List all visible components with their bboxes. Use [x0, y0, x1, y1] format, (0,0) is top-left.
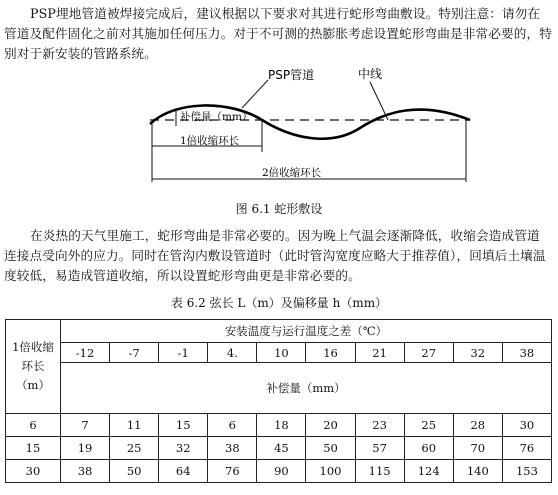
- offset-value-cell: 76: [208, 460, 257, 483]
- snake-laying-diagram: [0, 64, 558, 194]
- sub-header: 补偿量（mm）: [61, 363, 552, 414]
- offset-label: 补偿量（mm）: [180, 111, 253, 123]
- offset-value-cell: 38: [61, 460, 110, 483]
- offset-value-cell: 30: [502, 414, 551, 437]
- offset-value-cell: 57: [355, 437, 404, 460]
- offset-value-cell: 32: [159, 437, 208, 460]
- offset-value-cell: 50: [306, 437, 355, 460]
- offset-value-cell: 7: [61, 414, 110, 437]
- table-row: [6, 437, 552, 460]
- temperature-cell: 4.: [208, 343, 257, 363]
- pipe-leader: [242, 80, 268, 108]
- pipe-label: PSP管道: [268, 68, 315, 82]
- offset-value-cell: 28: [453, 414, 502, 437]
- temperature-row: [6, 343, 552, 363]
- temperature-cell: -12: [61, 343, 110, 363]
- temperature-cell: 32: [453, 343, 502, 363]
- group-header: 安装温度与运行温度之差（℃）: [61, 320, 552, 343]
- temperature-cell: 38: [502, 343, 551, 363]
- offset-value-cell: 70: [453, 437, 502, 460]
- table-row: [6, 460, 552, 483]
- table-row: [6, 414, 552, 437]
- offset-value-cell: 115: [355, 460, 404, 483]
- intro-paragraph: PSP埋地管道被焊接完成后，建议根据以下要求对其进行蛇形弯曲敷设。特别注意：请勿在管道及配件固化之前对其施加任何压力。对于不可测的热膨胀考虑设置蛇形弯曲是非常必要的，特别对于新安装的管路系统。: [4, 6, 552, 61]
- row-header: 1倍收缩环长（m）: [6, 320, 61, 414]
- offset-value-cell: 23: [355, 414, 404, 437]
- length-cell: 15: [6, 437, 61, 460]
- offset-value-cell: 6: [208, 414, 257, 437]
- offset-value-cell: 25: [110, 437, 159, 460]
- one-pitch-label: 1倍收缩环长: [180, 135, 240, 147]
- offset-value-cell: 11: [110, 414, 159, 437]
- offset-value-cell: 20: [306, 414, 355, 437]
- offset-value-cell: 76: [502, 437, 551, 460]
- figure-caption: 图 6.1 蛇形敷设: [235, 202, 323, 216]
- second-paragraph: 在炎热的天气里施工，蛇形弯曲是非常必要的。因为晚上气温会逐渐降低，收缩会造成管道连接点受向外的应力。同时在管沟内敷设管道时（此时管沟宽度应略大于推荐值），回填后土壤温度较低，易造成管道收缩，所以设置蛇形弯曲更是非常必要的。: [4, 228, 546, 283]
- offset-value-cell: 100: [306, 460, 355, 483]
- offset-value-cell: 50: [110, 460, 159, 483]
- centerline-label: 中线: [358, 67, 383, 81]
- offset-value-cell: 38: [208, 437, 257, 460]
- temperature-cell: -7: [110, 343, 159, 363]
- offset-table: [5, 319, 552, 483]
- length-cell: 6: [6, 414, 61, 437]
- two-pitch-label: 2倍收缩环长: [262, 167, 322, 179]
- temperature-cell: 21: [355, 343, 404, 363]
- length-cell: 30: [6, 460, 61, 483]
- offset-value-cell: 90: [257, 460, 306, 483]
- offset-value-cell: 64: [159, 460, 208, 483]
- offset-value-cell: 153: [502, 460, 551, 483]
- temperature-cell: 16: [306, 343, 355, 363]
- temperature-cell: 27: [404, 343, 453, 363]
- offset-value-cell: 18: [257, 414, 306, 437]
- offset-value-cell: 45: [257, 437, 306, 460]
- offset-value-cell: 60: [404, 437, 453, 460]
- temperature-cell: 10: [257, 343, 306, 363]
- offset-value-cell: 15: [159, 414, 208, 437]
- offset-value-cell: 25: [404, 414, 453, 437]
- offset-value-cell: 140: [453, 460, 502, 483]
- offset-value-cell: 19: [61, 437, 110, 460]
- offset-value-cell: 124: [404, 460, 453, 483]
- table-caption: 表 6.2 弦长 L（m）及偏移量 h（mm）: [170, 296, 388, 310]
- centerline-leader: [370, 82, 388, 120]
- temperature-cell: -1: [159, 343, 208, 363]
